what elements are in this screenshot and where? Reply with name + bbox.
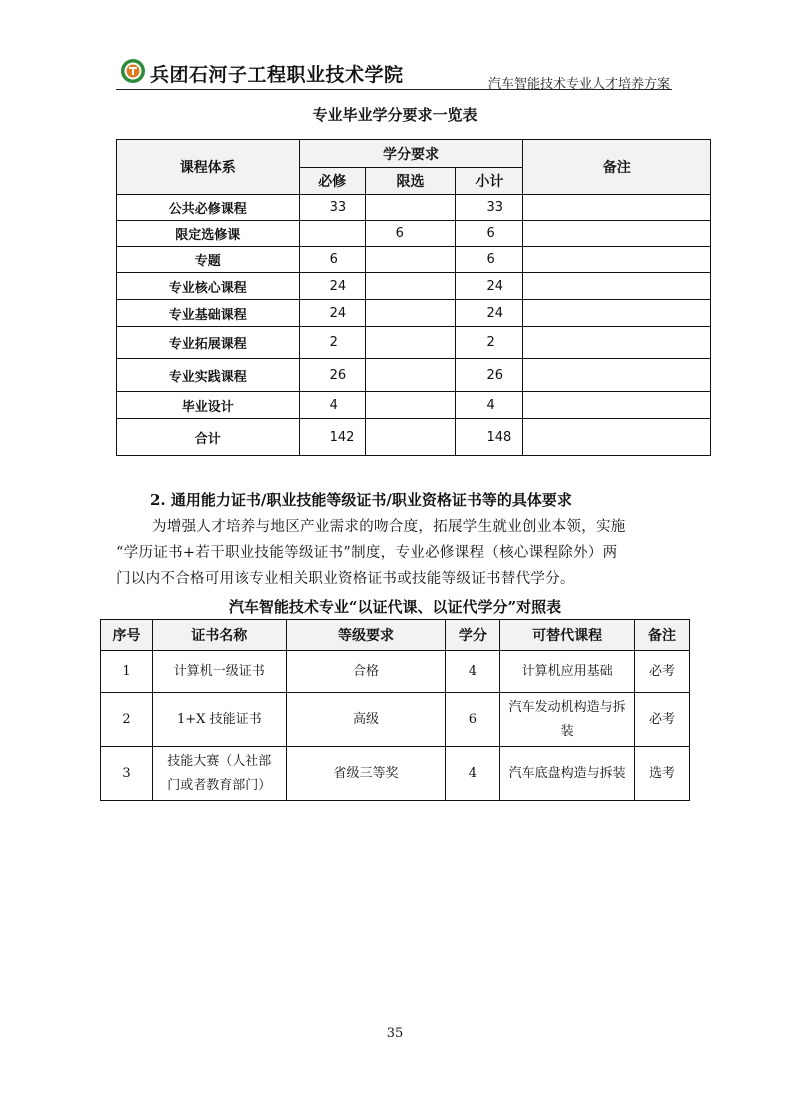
school-logo-icon	[120, 58, 146, 84]
row-limited	[365, 392, 456, 419]
row-remark	[523, 273, 711, 300]
header-course: 可替代课程	[500, 620, 635, 651]
row-name: 专业实践课程	[117, 359, 300, 392]
header-seq: 序号	[101, 620, 153, 651]
row-name: 专业拓展课程	[117, 327, 300, 359]
row-name: 专业核心课程	[117, 273, 300, 300]
row-required: 26	[299, 359, 365, 392]
header-remark: 备注	[523, 140, 711, 195]
table-row	[117, 273, 711, 300]
row-level: 高级	[286, 693, 446, 747]
row-credit: 4	[446, 651, 500, 693]
header-cert-name: 证书名称	[152, 620, 286, 651]
credits-table	[116, 139, 711, 456]
row-required: 33	[299, 195, 365, 221]
row-subtotal: 6	[456, 247, 523, 273]
table-row	[117, 300, 711, 327]
table-row	[101, 693, 690, 747]
row-name: 专业基础课程	[117, 300, 300, 327]
row-limited	[365, 273, 456, 300]
row-required: 2	[299, 327, 365, 359]
page-header	[116, 52, 672, 94]
header-course-system: 课程体系	[117, 140, 300, 195]
row-remark: 选考	[635, 747, 690, 801]
table-row	[117, 392, 711, 419]
row-subtotal: 4	[456, 392, 523, 419]
row-required: 24	[299, 300, 365, 327]
row-subtotal: 6	[456, 221, 523, 247]
header-remark: 备注	[635, 620, 690, 651]
header-credit: 学分	[446, 620, 500, 651]
row-seq: 2	[101, 693, 153, 747]
row-name: 限定选修课	[117, 221, 300, 247]
row-limited	[365, 195, 456, 221]
row-remark: 必考	[635, 693, 690, 747]
header-credit-requirement: 学分要求	[299, 140, 523, 168]
header-limited: 限选	[365, 168, 456, 195]
row-limited: 6	[365, 221, 456, 247]
credits-table-caption: 专业毕业学分要求一览表	[312, 106, 478, 124]
row-required: 24	[299, 273, 365, 300]
paragraph-line-3: 门以内不合格可用该专业相关职业资格证书或技能等级证书替代学分。	[116, 571, 575, 587]
table-row	[101, 747, 690, 801]
row-required: 4	[299, 392, 365, 419]
paragraph-line-1: 为增强人才培养与地区产业需求的吻合度，拓展学生就业创业本领，实施	[152, 519, 626, 535]
section-heading: 2. 通用能力证书/职业技能等级证书/职业资格证书等的具体要求	[150, 491, 572, 509]
table-row	[117, 221, 711, 247]
row-course: 汽车发动机构造与拆装	[500, 693, 635, 747]
row-remark	[523, 300, 711, 327]
table-row	[117, 247, 711, 273]
row-remark	[523, 247, 711, 273]
row-subtotal: 148	[456, 419, 523, 456]
row-subtotal: 24	[456, 300, 523, 327]
row-cert-name: 计算机一级证书	[152, 651, 286, 693]
row-seq: 1	[101, 651, 153, 693]
row-remark	[523, 195, 711, 221]
row-subtotal: 33	[456, 195, 523, 221]
row-credit: 6	[446, 693, 500, 747]
table-row	[117, 419, 711, 456]
table-row	[117, 327, 711, 359]
row-name: 合计	[117, 419, 300, 456]
header-divider	[116, 89, 672, 90]
row-seq: 3	[101, 747, 153, 801]
header-subtotal: 小计	[456, 168, 523, 195]
row-limited	[365, 419, 456, 456]
row-limited	[365, 300, 456, 327]
row-remark	[523, 359, 711, 392]
row-course: 汽车底盘构造与拆装	[500, 747, 635, 801]
row-cert-name: 1+X 技能证书	[152, 693, 286, 747]
paragraph-line-2: “学历证书+若干职业技能等级证书”制度，专业必修课程（核心课程除外）两	[116, 545, 618, 561]
row-subtotal: 26	[456, 359, 523, 392]
row-required	[299, 221, 365, 247]
row-credit: 4	[446, 747, 500, 801]
row-limited	[365, 359, 456, 392]
row-remark	[523, 392, 711, 419]
row-level: 省级三等奖	[286, 747, 446, 801]
row-limited	[365, 327, 456, 359]
row-remark	[523, 327, 711, 359]
page-number: 35	[386, 1026, 404, 1041]
row-cert-name: 技能大赛（人社部门或者教育部门）	[152, 747, 286, 801]
row-course: 计算机应用基础	[500, 651, 635, 693]
table-row	[117, 195, 711, 221]
row-required: 6	[299, 247, 365, 273]
row-limited	[365, 247, 456, 273]
row-name: 毕业设计	[117, 392, 300, 419]
row-level: 合格	[286, 651, 446, 693]
header-level: 等级要求	[286, 620, 446, 651]
certs-table-caption: 汽车智能技术专业“以证代课、以证代学分”对照表	[228, 598, 562, 616]
row-subtotal: 24	[456, 273, 523, 300]
row-remark	[523, 221, 711, 247]
row-required: 142	[299, 419, 365, 456]
header-required: 必修	[299, 168, 365, 195]
certificates-table	[100, 619, 690, 801]
row-remark	[523, 419, 711, 456]
table-row	[117, 359, 711, 392]
row-name: 公共必修课程	[117, 195, 300, 221]
row-subtotal: 2	[456, 327, 523, 359]
row-name: 专题	[117, 247, 300, 273]
school-name: 兵团石河子工程职业技术学院	[150, 64, 404, 86]
row-remark: 必考	[635, 651, 690, 693]
document-title: 汽车智能技术专业人才培养方案	[487, 77, 670, 92]
table-row	[101, 651, 690, 693]
